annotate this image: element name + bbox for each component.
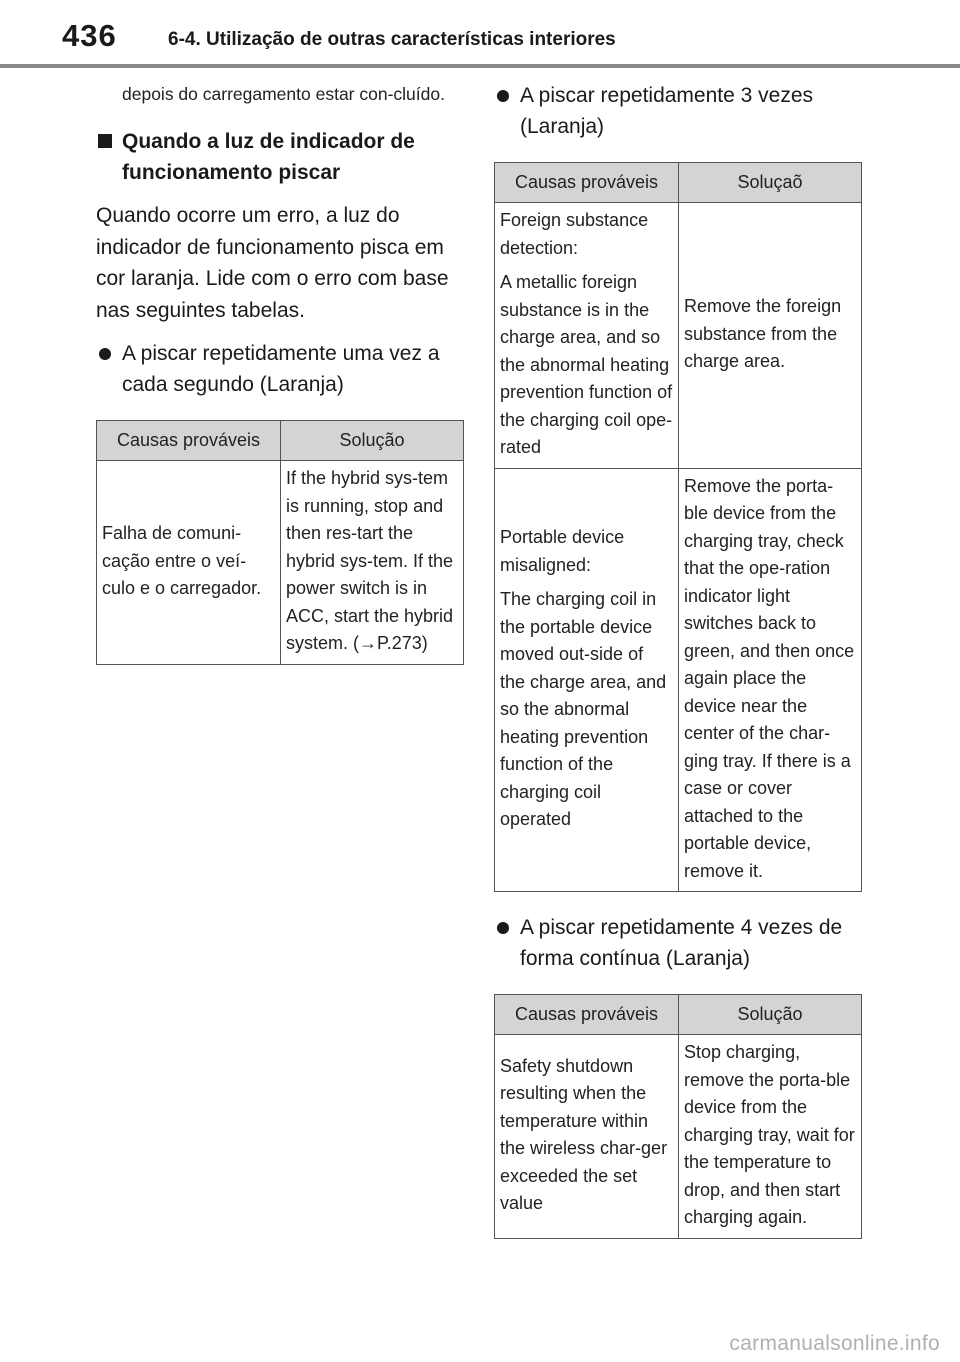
table-blink-4	[494, 994, 862, 1239]
table-blink-3	[494, 162, 862, 892]
cause-cell	[495, 1035, 679, 1239]
watermark-text: carmanualsonline.info	[729, 1332, 940, 1355]
table-row	[495, 1035, 862, 1239]
column-header-solution: Soluçaõ	[679, 163, 862, 203]
cell-paragraph: The charging coil in the portable device moved out-side of the charge area, and so the abnormal heating prevention function of the charging coil operated	[500, 589, 667, 829]
column-header-causes: Causas prováveis	[495, 163, 679, 203]
cell-paragraph: Foreign substance detection:	[500, 210, 649, 258]
column-header-causes: Causas prováveis	[97, 421, 281, 461]
bullet-text: A piscar repetidamente 3 vezes (Laranja)	[520, 84, 813, 138]
continued-text: depois do carregamento estar con-cluído.	[122, 84, 445, 104]
cause-cell	[495, 468, 679, 892]
bullet-text: A piscar repetidamente 4 vezes de forma contínua (Laranja)	[520, 916, 843, 970]
column-header-solution: Solução	[281, 421, 464, 461]
table-row	[97, 461, 464, 665]
cell-paragraph: A metallic foreign substance is in the charge area, and so the abnormal heating prevention function of the charging coil ope-rated	[500, 272, 673, 457]
header-rule	[0, 64, 960, 68]
intro-paragraph: Quando ocorre um erro, a luz do indicador de funcionamento pisca em cor laranja. Lide com o erro com base nas seguintes tabelas.	[96, 204, 449, 322]
cell-paragraph: Remove the foreign substance from the charge area.	[684, 296, 842, 371]
cell-paragraph: Stop charging, remove the porta-ble device from the charging tray, wait for the temperature to drop, and then start charging again.	[684, 1042, 855, 1227]
cell-paragraph: Portable device misaligned:	[500, 527, 625, 575]
table-row	[495, 203, 862, 469]
solution-cell	[679, 203, 862, 469]
page-header	[0, 0, 960, 68]
bullet-dot-icon	[99, 348, 111, 360]
bullet-text: A piscar repetidamente uma vez a cada segundo (Laranja)	[122, 342, 440, 396]
bullet-item-blink-4	[494, 912, 864, 974]
column-header-solution: Solução	[679, 995, 862, 1035]
section-heading-text: Quando a luz de indicador de funcionamento piscar	[122, 130, 415, 184]
column-header-causes: Causas prováveis	[495, 995, 679, 1035]
cell-paragraph: If the hybrid sys-tem is running, stop and then res-tart the hybrid sys-tem. If the power switch is in ACC, start the hybrid system. (→P.273)	[286, 468, 454, 653]
cell-paragraph: Remove the porta-ble device from the charging tray, check that the ope-ration indicator light switches back to green, and then once again place the device near the center of the char-ging tray. If there is a case or cover attached to the portable device, remove it.	[684, 475, 855, 881]
cause-cell	[97, 461, 281, 665]
cause-cell	[495, 203, 679, 469]
cell-paragraph: Falha de comuni-cação entre o veí-culo e o carregador.	[102, 523, 262, 598]
table-header-row	[495, 163, 862, 203]
right-column	[494, 80, 864, 1239]
solution-cell	[679, 468, 862, 892]
square-bullet-icon	[98, 134, 112, 148]
table-header-row	[97, 421, 464, 461]
section-heading	[96, 126, 466, 188]
solution-cell	[281, 461, 464, 665]
bullet-dot-icon	[497, 922, 509, 934]
bullet-dot-icon	[497, 90, 509, 102]
table-row	[495, 468, 862, 892]
table-header-row	[495, 995, 862, 1035]
solution-cell	[679, 1035, 862, 1239]
page-number: 436	[62, 18, 117, 53]
cell-paragraph: Safety shutdown resulting when the temperature within the wireless char-ger exceeded the set value	[500, 1055, 668, 1214]
section-title: 6-4. Utilização de outras características interiores	[168, 29, 616, 50]
table-blink-once	[96, 420, 464, 665]
bullet-item-blink-3	[494, 80, 864, 142]
left-column	[96, 80, 466, 665]
bullet-item-blink-once	[96, 338, 466, 400]
